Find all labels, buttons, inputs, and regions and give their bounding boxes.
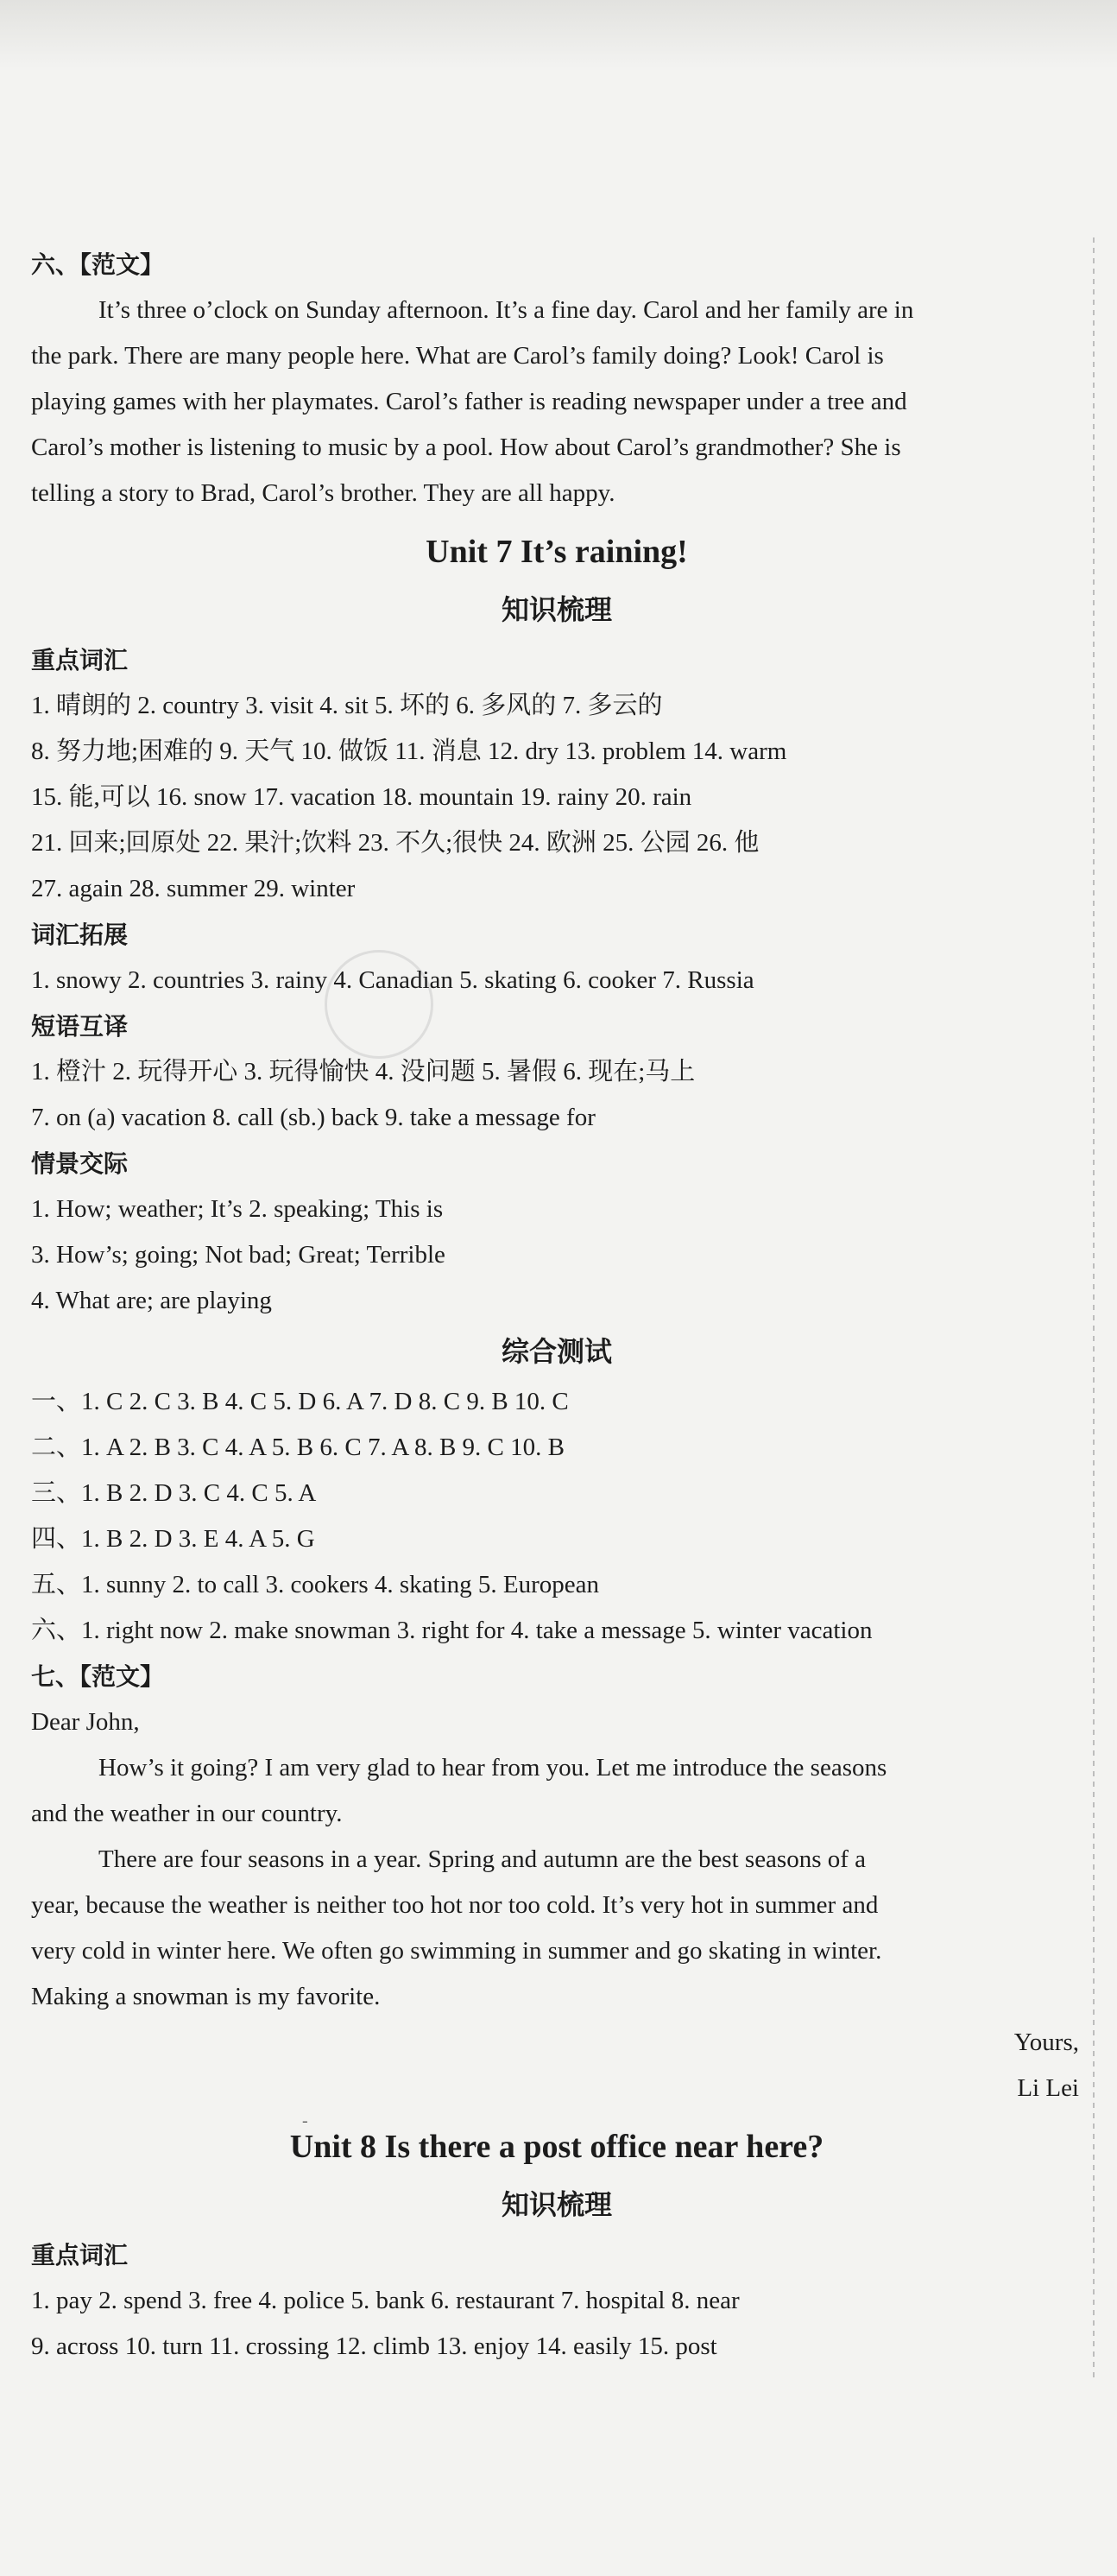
unit7-vocab-line: 21. 回来;回原处 22. 果汁;饮料 23. 不久;很快 24. 欧洲 25. 公园 26. 他 [31, 829, 760, 857]
unit7-phrase-line: 1. 橙汁 2. 玩得开心 3. 玩得愉快 4. 没问题 5. 暑假 6. 现在;马上 [31, 1058, 696, 1085]
essay6-header: 六、【范文】 [31, 250, 165, 279]
essay6-line: Carol’s mother is listening to music by a pool. How about Carol’s grandmother? She is [31, 434, 901, 461]
unit7-essay-line: How’s it going? I am very glad to hear from you. Let me introduce the seasons [98, 1754, 887, 1782]
unit7-knowledge-title: 知识梳理 [501, 593, 612, 626]
page-content [31, 242, 1082, 2370]
essay6-line: the park. There are many people here. What are Carol’s family doing? Look! Carol is [31, 342, 884, 370]
unit7-essay-line: There are four seasons in a year. Spring and autumn are the best seasons of a [98, 1845, 867, 1873]
unit7-essay-closing: Yours, [1013, 2029, 1079, 2056]
essay6-line: telling a story to Brad, Carol’s brother. They are all happy. [31, 479, 615, 507]
unit7-situation-line: 4. What are; are playing [31, 1287, 272, 1314]
unit8-vocab-line: 9. across 10. turn 11. crossing 12. climb 13. enjoy 14. easily 15. post [31, 2332, 717, 2360]
unit7-title: Unit 7 It’s raining! [426, 534, 688, 570]
unit7-situation-line: 3. How’s; going; Not bad; Great; Terrible [31, 1241, 445, 1269]
unit7-test-line: 二、1. A 2. B 3. C 4. A 5. B 6. C 7. A 8. B 9. C 10. B [31, 1434, 565, 1461]
unit8-vocab-line: 1. pay 2. spend 3. free 4. police 5. bank 6. restaurant 7. hospital 8. near [31, 2287, 740, 2314]
unit7-test-line: 四、1. B 2. D 3. E 4. A 5. G [31, 1525, 315, 1553]
unit7-test-line: 三、1. B 2. D 3. C 4. C 5. A [31, 1479, 317, 1507]
unit7-essay-line: very cold in winter here. We often go swimming in summer and go skating in winter. [31, 1937, 882, 1965]
unit7-situation-line: 1. How; weather; It’s 2. speaking; This is [31, 1195, 444, 1223]
unit7-expand-header: 词汇拓展 [31, 921, 129, 949]
unit7-test-title: 综合测试 [501, 1335, 612, 1368]
unit7-vocab-line: 8. 努力地;困难的 9. 天气 10. 做饭 11. 消息 12. dry 13. problem 14. warm [31, 737, 787, 765]
unit7-essay-greeting: Dear John, [31, 1708, 140, 1736]
unit7-test-line: 六、1. right now 2. make snowman 3. right for 4. take a message 5. winter vacation [31, 1617, 873, 1644]
top-shadow [0, 0, 1117, 69]
margin-dashed-line [1093, 237, 1095, 2379]
essay6-line: playing games with her playmates. Carol’s father is reading newspaper under a tree and [31, 388, 907, 415]
essay6-line: It’s three o’clock on Sunday afternoon. It’s a fine day. Carol and her family are in [98, 296, 914, 324]
unit7-vocab-line: 27. again 28. summer 29. winter [31, 875, 356, 902]
unit7-essay-signature: Li Lei [1017, 2074, 1079, 2102]
unit7-phrase-header: 短语互译 [31, 1012, 129, 1041]
unit8-knowledge-title: 知识梳理 [501, 2188, 612, 2221]
unit7-essay-header: 七、【范文】 [31, 1662, 165, 1691]
unit7-essay-line: Making a snowman is my favorite. [31, 1983, 381, 2010]
unit7-expand-line: 1. snowy 2. countries 3. rainy 4. Canadian 5. skating 6. cooker 7. Russia [31, 966, 754, 994]
unit7-vocab-line: 1. 晴朗的 2. country 3. visit 4. sit 5. 坏的 6. 多风的 7. 多云的 [31, 692, 663, 719]
unit7-test-line: 五、1. sunny 2. to call 3. cookers 4. skating 5. European [31, 1571, 600, 1598]
unit7-phrase-line: 7. on (a) vacation 8. call (sb.) back 9. take a message for [31, 1104, 596, 1131]
unit8-vocab-header: 重点词汇 [31, 2241, 129, 2269]
unit7-essay-line: year, because the weather is neither too hot nor too cold. It’s very hot in summer and [31, 1891, 879, 1919]
unit8-title: Unit 8 Is there a post office near here? [289, 2129, 824, 2165]
unit7-essay-line: and the weather in our country. [31, 1800, 343, 1827]
stray-mark: - [302, 2111, 308, 2130]
unit7-vocab-line: 15. 能,可以 16. snow 17. vacation 18. mountain 19. rainy 20. rain [31, 783, 692, 811]
unit7-test-line: 一、1. C 2. C 3. B 4. C 5. D 6. A 7. D 8. C 9. B 10. C [31, 1388, 569, 1415]
unit7-vocab-header: 重点词汇 [31, 646, 129, 674]
unit7-situation-header: 情景交际 [31, 1149, 129, 1178]
